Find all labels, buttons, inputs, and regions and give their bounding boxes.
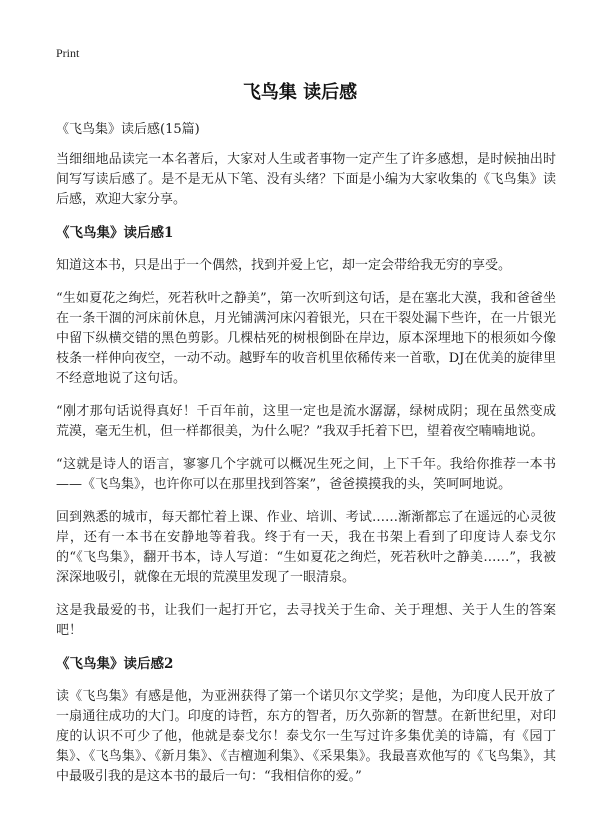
article-body [56, 120, 556, 800]
paragraph: 读《飞鸟集》有感是他，为亚洲获得了第一个诺贝尔文学奖；是他，为印度人民开放了一扇通往成功的大门。印度的诗哲，东方的智者，历久弥新的智慧。在新世纪里，对印度的认识不可少了他，他就是泰戈尔！泰戈尔一生写过许多集优美的诗篇，有《园丁集》、《飞鸟集》、《新月集》、《吉檀迦利集》、《采果集》。我最喜欢他写的《飞鸟集》，其中最吸引我的是这本书的最后一句：“我相信你的爱。” [56, 689, 556, 784]
paragraph: “这就是诗人的语言，寥寥几个字就可以概况生死之间，上下千年。我给你推荐一本书——《飞鸟集》，也许你可以在那里找到答案”，爸爸摸摸我的头，笑呵呵地说。 [56, 457, 556, 492]
intro-paragraph: 当细细地品读完一本名著后，大家对人生或者事物一定产生了许多感想，是时候抽出时间写写读后感了。是不是无从下笔、没有头绪？下面是小编为大家收集的《飞鸟集》读后感，欢迎大家分享。 [56, 152, 556, 207]
paragraph: 这是我最爱的书，让我们一起打开它，去寻找关于生命、关于理想、关于人生的答案吧！ [56, 603, 556, 638]
paragraph: “刚才那句话说得真好！千百年前，这里一定也是流水潺潺，绿树成阴；现在虽然变成荒漠，毫无生机，但一样都很美，为什么呢？”我双手托着下巴，望着夜空喃喃地说。 [56, 404, 556, 439]
section-heading-2: 《飞鸟集》读后感2 [56, 656, 174, 672]
paragraph: 回到熟悉的城市，每天都忙着上课、作业、培训、考试……渐渐都忘了在遥远的心灵彼岸，还有一本书在安静地等着我。终于有一天，我在书架上看到了印度诗人泰戈尔的“《飞鸟集》，翻开书本，诗人写道：“生如夏花之绚烂，死若秋叶之静美……”，我被深深地吸引，就像在无垠的荒漠里发现了一眼清泉。 [56, 510, 556, 585]
page-title: 飞鸟集 读后感 [242, 82, 358, 103]
paragraph: “生如夏花之绚烂，死若秋叶之静美”，第一次听到这句话，是在塞北大漠，我和爸爸坐在一条干涸的河床前休息，月光铺满河床闪着银光，只在干裂处漏下些许，在一片银光中留下纵横交错的黑色剪影。几棵枯死的树根倒卧在岸边，原本深埋地下的根须如今像枝条一样伸向夜空，一动不动。越野车的收音机里依稀传来一首歌，DJ在优美的旋律里不经意地说了这句话。 [56, 291, 556, 386]
paragraph: 知道这本书，只是出于一个偶然，找到并爱上它，却一定会带给我无穷的享受。 [56, 258, 512, 273]
print-link[interactable]: Print [56, 46, 80, 60]
section-heading-1: 《飞鸟集》读后感1 [56, 225, 174, 241]
article-subtitle: 《飞鸟集》读后感(15篇) [56, 122, 200, 137]
